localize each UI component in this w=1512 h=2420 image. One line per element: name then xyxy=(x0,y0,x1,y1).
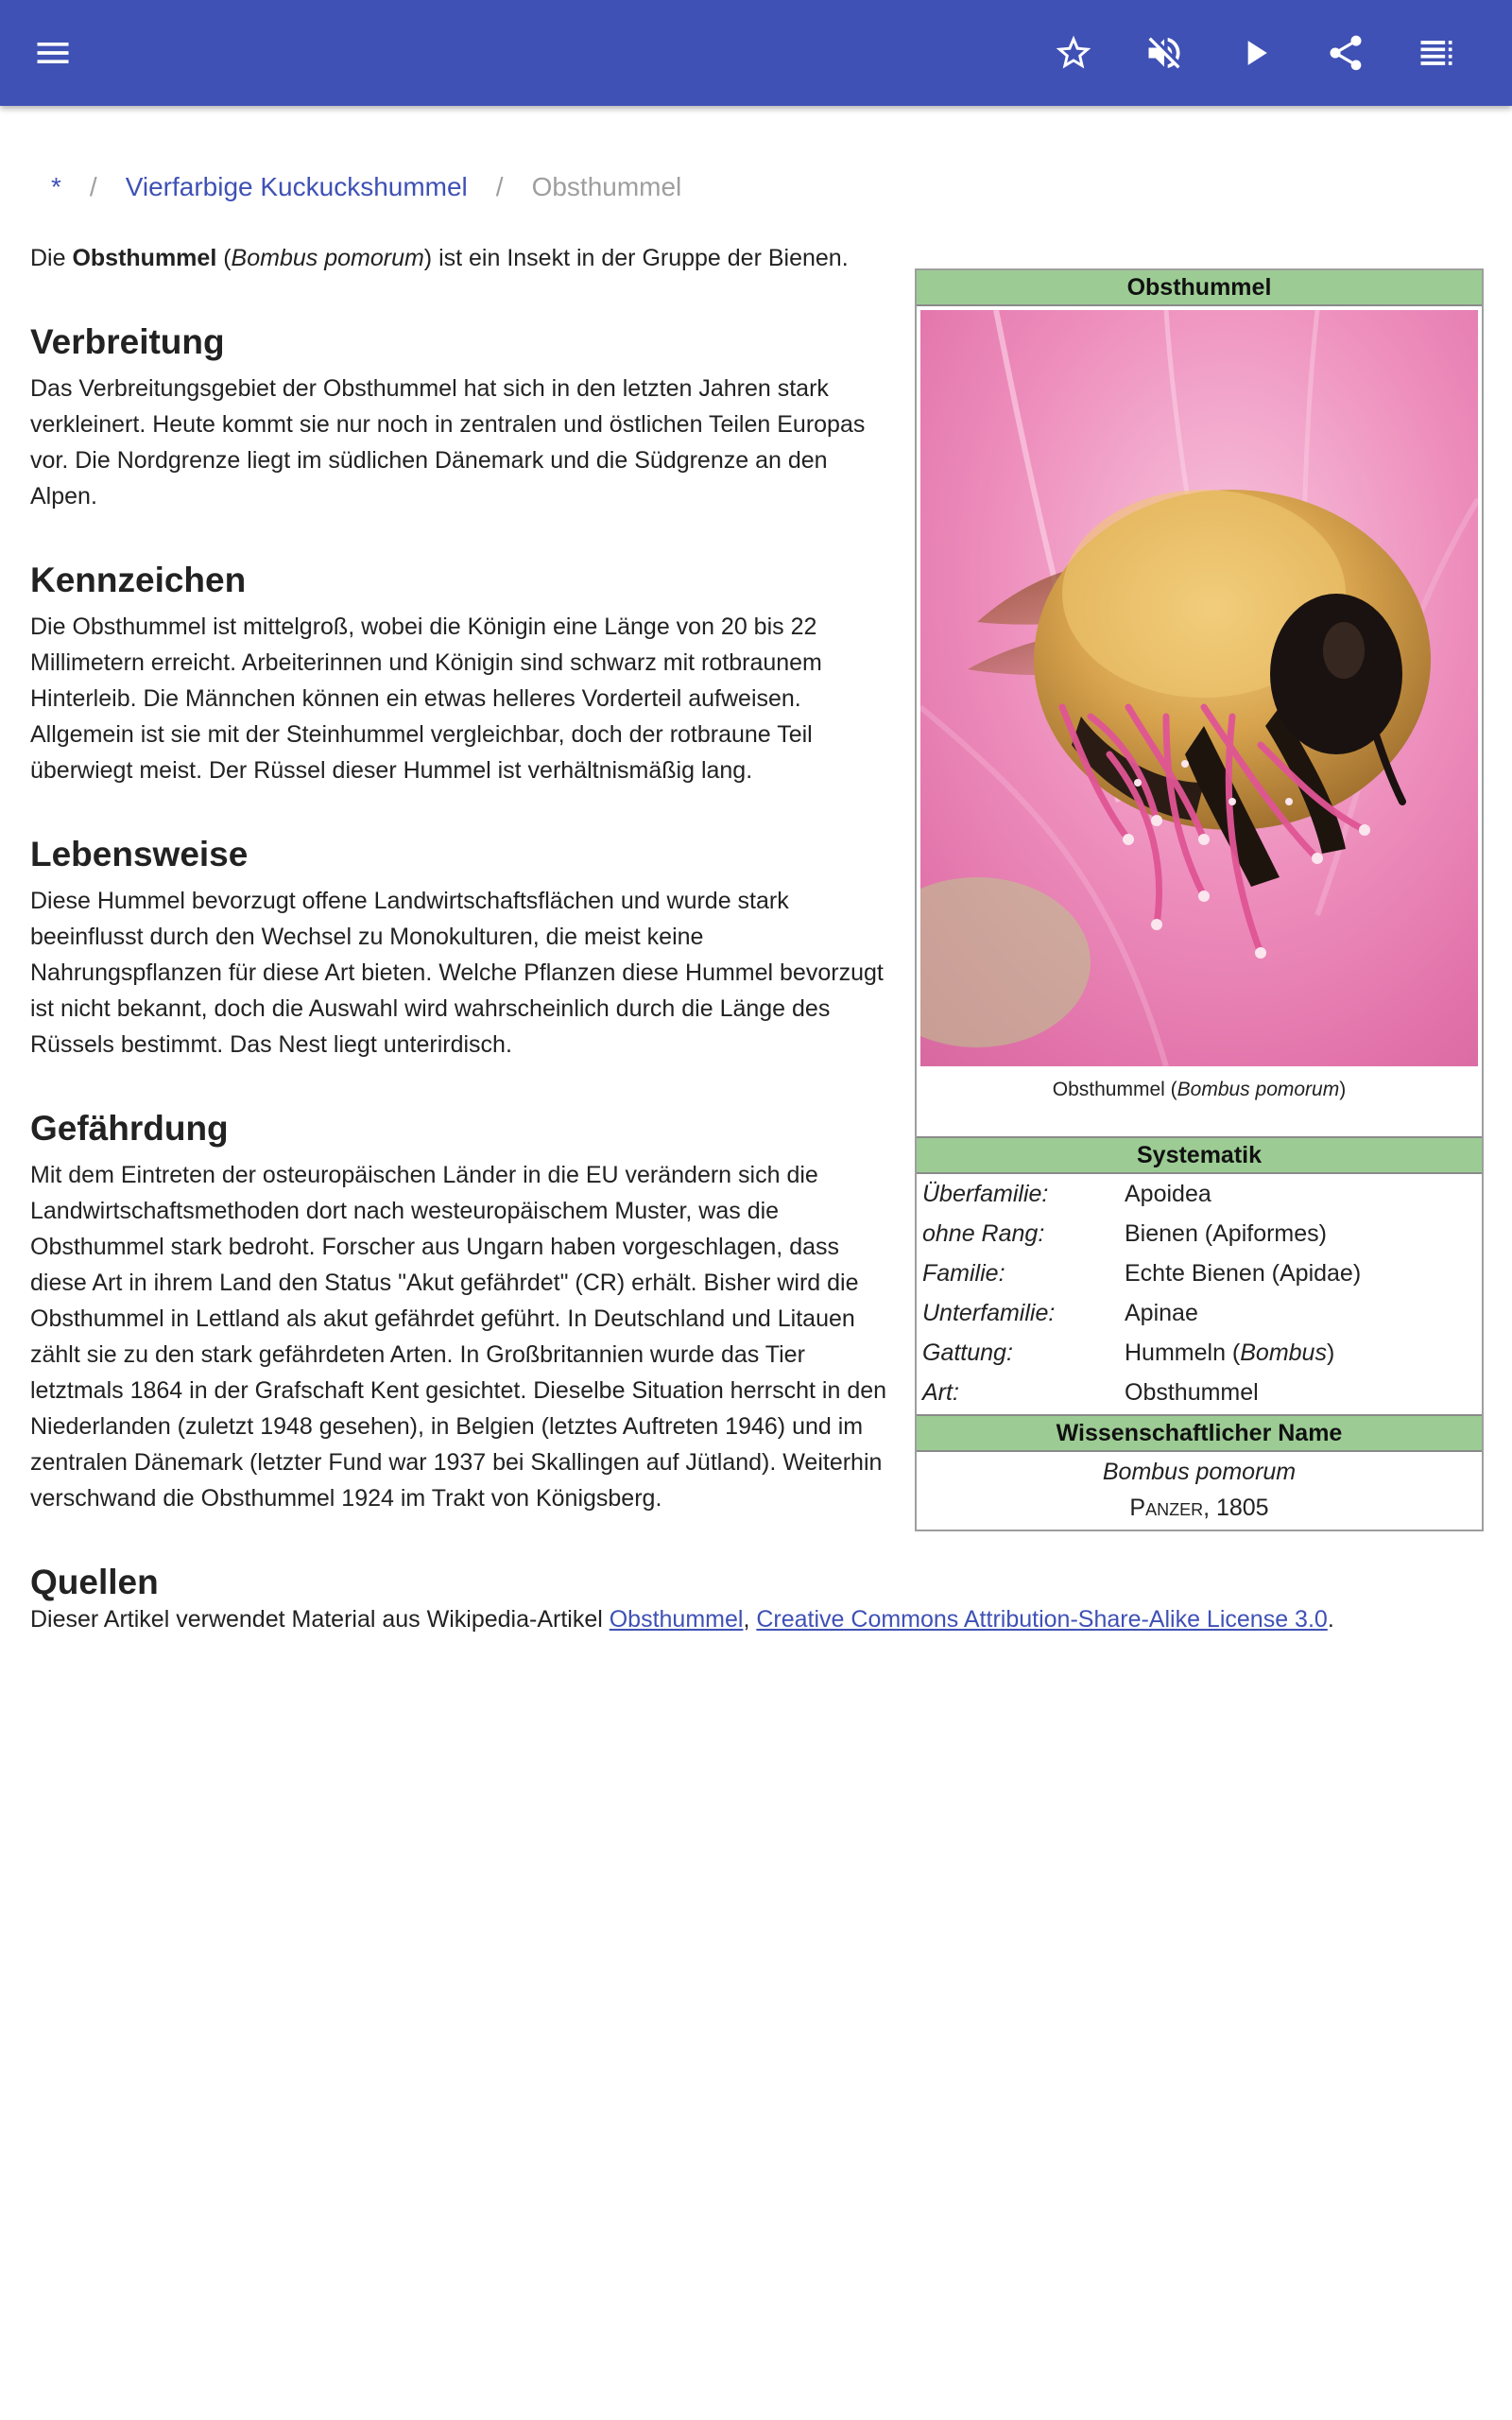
menu-button[interactable] xyxy=(25,25,81,81)
lead-text: ) ist ein Insekt in der Gruppe der Bienen. xyxy=(423,245,849,271)
systematik-table xyxy=(917,1174,1482,1414)
bumblebee-photo[interactable] xyxy=(920,310,1478,1066)
article-body xyxy=(30,240,892,1611)
play-icon xyxy=(1234,32,1276,74)
breadcrumb xyxy=(51,168,681,206)
lead-scientific-name: Bombus pomorum xyxy=(231,245,424,271)
favorite-button[interactable] xyxy=(1045,25,1102,81)
article-lead xyxy=(30,240,892,276)
sources-paragraph xyxy=(30,1601,1486,1637)
scientific-name-block xyxy=(917,1452,1482,1530)
section-text-kennzeichen: Die Obsthummel ist mittelgroß, wobei die Königin eine Länge von 20 bis 22 Millimetern erreicht. Arbeiterinnen und Königin sind schwarz mit rotbraunem Hinterleib. Die Männchen können ein etwas helleres Vorderteil aufweisen. Allgemein ist sie mit der Steinhummel vergleichbar, doch der rotbraune Teil überwiegt meist. Der Rüssel dieser Hummel ist verhältnismäßig lang. xyxy=(30,614,822,784)
breadcrumb-parent-link[interactable]: Vierfarbige Kuckuckshummel xyxy=(125,172,468,201)
caption-scientific-name: Bombus pomorum xyxy=(1177,1079,1340,1100)
menu-icon xyxy=(32,32,74,74)
taxon-value xyxy=(1125,1336,1482,1370)
taxon-rank: Art: xyxy=(922,1379,959,1406)
taxon-row xyxy=(917,1253,1482,1293)
star-outline-icon xyxy=(1053,32,1094,74)
breadcrumb-root-link[interactable]: * xyxy=(51,172,61,201)
taxon-value: Apoidea xyxy=(1125,1181,1211,1207)
lead-text: ( xyxy=(216,245,232,271)
share-icon xyxy=(1325,32,1366,74)
sources-text: , xyxy=(743,1606,757,1633)
taxon-value: Bienen (Apiformes) xyxy=(1125,1220,1327,1247)
taxon-row xyxy=(917,1293,1482,1333)
section-heading-quellen: Quellen xyxy=(30,1563,159,1601)
breadcrumb-current: Obsthummel xyxy=(531,172,682,201)
taxon-value: Echte Bienen (Apidae) xyxy=(1125,1260,1362,1287)
scientific-name-header: Wissenschaftlicher Name xyxy=(917,1414,1482,1452)
author-name: Panzer xyxy=(1129,1495,1204,1521)
caption-text: Obsthummel ( xyxy=(1052,1079,1177,1100)
taxon-row xyxy=(917,1373,1482,1412)
section-text-verbreitung: Das Verbreitungsgebiet der Obsthummel hat sich in den letzten Jahren stark verkleinert. Heute kommt sie nur noch in zentralen und östlichen Teilen Europas vor. Die Nordgrenze liegt im südlichen Dänemark und die Südgrenze an den Alpen. xyxy=(30,375,866,510)
taxobox-title: Obsthummel xyxy=(917,270,1482,306)
section-heading-gefaehrdung: Gefährdung xyxy=(30,1109,229,1148)
image-caption xyxy=(917,1066,1482,1136)
taxon-value: Obsthummel xyxy=(1125,1379,1259,1406)
taxobox xyxy=(915,268,1484,1531)
taxon-value: Apinae xyxy=(1125,1300,1198,1326)
sources-text: . xyxy=(1327,1606,1334,1633)
lead-text: Die xyxy=(30,245,73,271)
taxon-value-text: ) xyxy=(1326,1340,1335,1366)
play-button[interactable] xyxy=(1227,25,1283,81)
author-year: , 1805 xyxy=(1203,1495,1269,1521)
taxon-rank: ohne Rang: xyxy=(922,1220,1045,1247)
sources-text: Dieser Artikel verwendet Material aus Wikipedia-Artikel xyxy=(30,1606,610,1633)
taxon-row xyxy=(917,1214,1482,1253)
mute-button[interactable] xyxy=(1136,25,1193,81)
volume-off-icon xyxy=(1143,32,1185,74)
lead-title-name: Obsthummel xyxy=(72,245,217,271)
taxon-row xyxy=(917,1174,1482,1214)
app-toolbar xyxy=(0,0,1512,106)
section-heading-lebensweise: Lebensweise xyxy=(30,835,249,873)
caption-text: ) xyxy=(1339,1079,1347,1100)
share-button[interactable] xyxy=(1317,25,1374,81)
taxon-value-text: Hummeln ( xyxy=(1125,1340,1241,1366)
breadcrumb-separator: / xyxy=(495,172,504,201)
scientific-name: Bombus pomorum xyxy=(1102,1459,1297,1485)
section-heading-verbreitung: Verbreitung xyxy=(30,322,225,361)
contents-button[interactable] xyxy=(1408,25,1465,81)
playlist-icon xyxy=(1416,32,1457,74)
source-article-link[interactable]: Obsthummel xyxy=(609,1606,744,1633)
section-text-gefaehrdung: Mit dem Eintreten der osteuropäischen Länder in die EU verändern sich die Landwirtschaftsmethoden dort nach westeuropäischem Muster, was die Obsthummel stark bedroht. Forscher aus Ungarn haben vorgeschlagen, dass diese Art in ihrem Land den Status "Akut gefährdet" (CR) erhält. Bisher wird die Obsthummel in Lettland als akut gefährdet geführt. In Deutschland und Litauen zählt sie zu den stark gefährdeten Arten. In Großbritannien wurde das Tier letztmals 1864 in der Grafschaft Kent gesichtet. Dieselbe Situation herrscht in den Niederlanden (zuletzt 1948 gesehen), in Belgien (letztes Auftreten 1946) und im zentralen Dänemark (letzter Fund war 1937 bei Skallingen auf Jütland). Weiterhin verschwand die Obsthummel 1924 im Trakt von Königsberg. xyxy=(30,1162,887,1512)
taxon-rank: Familie: xyxy=(922,1260,1005,1287)
genus-name: Bombus xyxy=(1240,1340,1327,1366)
breadcrumb-separator: / xyxy=(89,172,97,201)
taxon-row xyxy=(917,1333,1482,1373)
section-text-lebensweise: Diese Hummel bevorzugt offene Landwirtschaftsflächen und wurde stark beeinflusst durch den Wechsel zu Monokulturen, die meist keine Nahrungspflanzen für diese Art bieten. Welche Pflanzen diese Hummel bevorzugt ist nicht bekannt, doch die Auswahl wird wahrscheinlich durch die Länge des Rüssels bestimmt. Das Nest liegt unterirdisch. xyxy=(30,888,884,1058)
taxon-rank: Gattung: xyxy=(922,1340,1013,1366)
license-link[interactable]: Creative Commons Attribution-Share-Alike License 3.0 xyxy=(756,1606,1328,1633)
taxon-rank: Unterfamilie: xyxy=(922,1300,1056,1326)
systematik-header: Systematik xyxy=(917,1136,1482,1174)
taxon-rank: Überfamilie: xyxy=(922,1181,1049,1207)
section-heading-kennzeichen: Kennzeichen xyxy=(30,561,247,599)
